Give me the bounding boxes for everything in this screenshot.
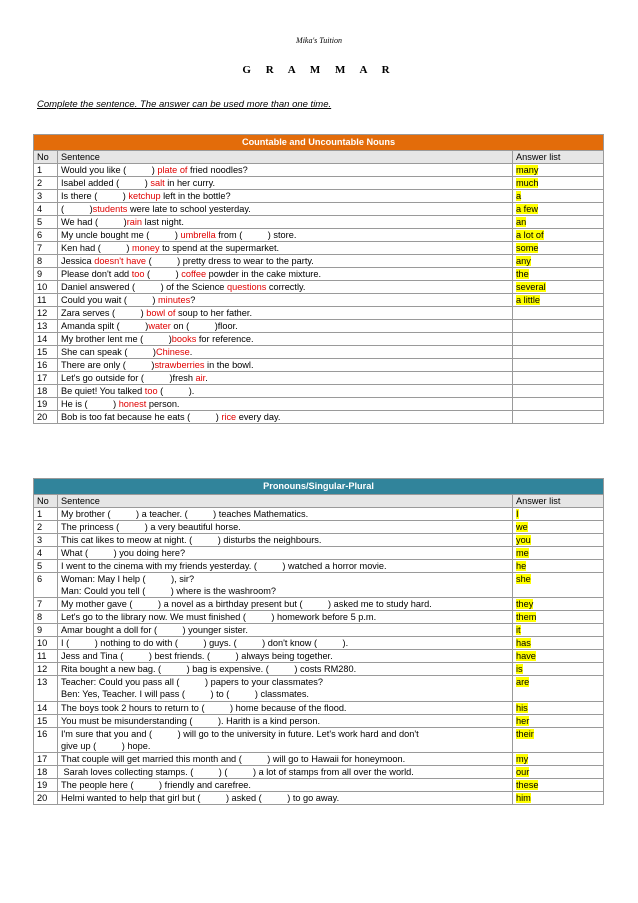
answer-cell	[512, 611, 603, 624]
table-row	[34, 611, 604, 624]
sentence-text: in the bowl.	[204, 360, 254, 370]
table-row	[34, 203, 604, 216]
sentence-line: The people here ( ) friendly and carefree.	[61, 780, 251, 791]
table-row	[34, 216, 604, 229]
sentence-text: Daniel answered ( ) of the Science	[61, 282, 227, 292]
sentence-cell	[58, 637, 513, 650]
answer-cell	[513, 229, 604, 242]
row-number: 17	[34, 372, 58, 385]
answer-cell	[513, 203, 604, 216]
sentence-cell	[58, 560, 513, 573]
row-number: 14	[34, 333, 58, 346]
answer-option: our	[515, 767, 530, 778]
target-noun: salt	[150, 178, 165, 188]
answer-option: are	[515, 677, 530, 688]
table-row	[34, 598, 604, 611]
sentence-text: Could you wait ( )	[61, 295, 159, 305]
row-number: 19	[34, 779, 58, 792]
sentence-line: You must be misunderstanding ( ). Harith is a kind person.	[61, 715, 321, 726]
table-row	[34, 372, 604, 385]
answer-cell	[513, 281, 604, 294]
row-number: 16	[34, 359, 58, 372]
answer-option: an	[516, 217, 527, 227]
answer-option: I	[515, 509, 519, 519]
sentence-line: The princess ( ) a very beautiful horse.	[61, 522, 241, 532]
sentence-cell	[58, 508, 513, 521]
answer-option: me	[515, 548, 529, 558]
sentence-line: I'm sure that you and ( ) will go to the university in future. Let's work hard and don't	[61, 728, 419, 739]
sentence-line: Man: Could you tell ( ) where is the washroom?	[61, 586, 276, 596]
target-noun: rice	[221, 412, 237, 422]
answer-cell	[513, 177, 604, 190]
sentence-cell	[58, 190, 513, 203]
sentence-line: Sarah loves collecting stamps. ( ) ( ) a lot of stamps from all over the world.	[61, 767, 414, 778]
answer-option: him	[515, 793, 531, 804]
answer-option: a	[516, 191, 522, 201]
sentence-line: give up ( ) hope.	[61, 740, 151, 751]
row-number: 17	[34, 753, 58, 766]
row-number: 6	[34, 573, 58, 598]
target-noun: ketchup	[128, 191, 161, 201]
table-row	[34, 637, 604, 650]
sentence-cell	[58, 320, 513, 333]
answer-cell	[512, 753, 603, 766]
row-number: 8	[34, 611, 58, 624]
row-number: 10	[34, 637, 58, 650]
target-noun: books	[171, 334, 197, 344]
table-row	[34, 268, 604, 281]
answer-cell	[512, 521, 603, 534]
answer-cell	[513, 242, 604, 255]
sentence-cell	[58, 411, 513, 424]
sentence-text: Ken had ( )	[61, 243, 132, 253]
table-row	[34, 177, 604, 190]
answer-cell	[513, 411, 604, 424]
row-number: 5	[34, 560, 58, 573]
row-number: 1	[34, 508, 58, 521]
sentence-cell	[58, 753, 513, 766]
row-number: 9	[34, 268, 58, 281]
sentence-line: The boys took 2 hours to return to ( ) home because of the flood.	[61, 702, 347, 713]
row-number: 12	[34, 307, 58, 320]
sentence-cell	[58, 663, 513, 676]
sentence-text: soup to her father.	[175, 308, 253, 318]
table-row	[34, 294, 604, 307]
sentence-text: ?	[190, 295, 196, 305]
sentence-cell	[58, 534, 513, 547]
answer-option: these	[515, 780, 539, 791]
answer-option: you	[515, 535, 531, 545]
sentence-text: Would you like ( )	[61, 165, 158, 175]
table-row	[34, 398, 604, 411]
table-row	[34, 411, 604, 424]
sentence-cell	[58, 281, 513, 294]
sentence-text: There are only ( )	[61, 360, 155, 370]
sentence-cell	[58, 268, 513, 281]
answer-cell	[512, 624, 603, 637]
answer-option: her	[515, 715, 530, 726]
sentence-cell	[58, 701, 513, 714]
target-noun: air	[195, 373, 206, 383]
table-row	[34, 307, 604, 320]
sentence-text: were late to school yesterday.	[127, 204, 251, 214]
tuition-header: Mika's Tuition	[296, 36, 342, 45]
answer-cell	[513, 346, 604, 359]
sentence-line: Amar bought a doll for ( ) younger sister.	[61, 625, 248, 636]
answer-cell	[512, 714, 603, 727]
answer-cell	[513, 268, 604, 281]
target-noun: questions	[226, 282, 267, 292]
target-noun: minutes	[158, 295, 191, 305]
answer-option: some	[516, 243, 539, 253]
row-number: 2	[34, 521, 58, 534]
answer-cell	[512, 534, 603, 547]
target-noun: Chinese	[155, 347, 190, 357]
col-sentence-header: Sentence	[58, 495, 513, 508]
answer-option: is	[515, 664, 523, 675]
table-row	[34, 650, 604, 663]
target-noun: strawberries	[154, 360, 205, 370]
sentence-line: Let's go to the library now. We must finished ( ) homework before 5 p.m.	[61, 612, 377, 623]
table-row	[34, 779, 604, 792]
sentence-text: fried noodles?	[187, 165, 248, 175]
sentence-text: .	[205, 373, 208, 383]
row-number: 15	[34, 346, 58, 359]
table-row	[34, 573, 604, 598]
sentence-text: Isabel added ( )	[61, 178, 151, 188]
sentence-line: Teacher: Could you pass all ( ) papers to your classmates?	[61, 677, 323, 688]
sentence-cell	[58, 385, 513, 398]
row-number: 14	[34, 701, 58, 714]
sentence-text: ( ) pretty dress to wear to the party.	[146, 256, 314, 266]
table-row	[34, 766, 604, 779]
answer-cell	[513, 294, 604, 307]
sentence-cell	[58, 650, 513, 663]
sentence-text: correctly.	[266, 282, 306, 292]
sentence-text: .	[189, 347, 193, 357]
answer-cell	[512, 508, 603, 521]
answer-cell	[512, 701, 603, 714]
answer-cell	[512, 598, 603, 611]
answer-option: a little	[516, 295, 541, 305]
col-answer-header: Answer list	[512, 495, 603, 508]
sentence-cell	[58, 177, 513, 190]
table-row	[34, 229, 604, 242]
row-number: 11	[34, 294, 58, 307]
answer-option: any	[516, 256, 531, 266]
sentence-line: Ben: Yes, Teacher. I will pass ( ) to ( ) classmates.	[61, 689, 309, 700]
sentence-text: Zara serves ( )	[61, 308, 147, 318]
sentence-line: I ( ) nothing to do with ( ) guys. ( ) don't know ( ).	[61, 638, 349, 649]
answer-option: a lot of	[516, 230, 544, 240]
sentence-cell	[58, 727, 513, 752]
table-row	[34, 164, 604, 177]
table-row	[34, 676, 604, 701]
sentence-cell	[58, 255, 513, 268]
target-noun: too	[131, 269, 145, 279]
answer-cell	[513, 359, 604, 372]
answer-cell	[512, 766, 603, 779]
sentence-line: That couple will get married this month and ( ) will go to Hawaii for honeymoon.	[61, 754, 406, 765]
sentence-line: Jess and Tina ( ) best friends. ( ) always being together.	[61, 651, 333, 662]
table-row	[34, 753, 604, 766]
sentence-line: Helmi wanted to help that girl but ( ) asked ( ) to go away.	[61, 793, 340, 804]
row-number: 12	[34, 663, 58, 676]
sentence-text: Be quiet! You talked	[61, 386, 145, 396]
row-number: 11	[34, 650, 58, 663]
pronouns-table-caption: Pronouns/Singular-Plural	[34, 479, 604, 495]
sentence-cell	[58, 611, 513, 624]
answer-option: them	[515, 612, 537, 623]
table-row	[34, 508, 604, 521]
answer-cell	[512, 792, 603, 805]
sentence-text: ( ).	[157, 386, 195, 396]
sentence-cell	[58, 714, 513, 727]
answer-cell	[513, 398, 604, 411]
sentence-text: every day.	[236, 412, 281, 422]
row-number: 10	[34, 281, 58, 294]
row-number: 8	[34, 255, 58, 268]
table-row	[34, 242, 604, 255]
answer-option: have	[515, 651, 536, 662]
target-noun: doesn't have	[94, 256, 147, 266]
answer-option: my	[515, 754, 529, 765]
table-row	[34, 346, 604, 359]
table-row	[34, 385, 604, 398]
row-number: 20	[34, 411, 58, 424]
row-number: 13	[34, 676, 58, 701]
answer-cell	[513, 372, 604, 385]
target-noun: honest	[118, 399, 147, 409]
answer-option: she	[515, 574, 531, 584]
answer-cell	[512, 650, 603, 663]
target-noun: plate of	[157, 165, 188, 175]
row-number: 3	[34, 534, 58, 547]
answer-option: much	[516, 178, 539, 188]
table-row	[34, 547, 604, 560]
answer-cell	[512, 547, 603, 560]
answer-cell	[513, 190, 604, 203]
col-no-header: No	[34, 151, 58, 164]
sentence-cell	[58, 676, 513, 701]
page-title: G R A M M A R	[242, 64, 396, 76]
col-no-header: No	[34, 495, 58, 508]
row-number: 3	[34, 190, 58, 203]
answer-cell	[513, 307, 604, 320]
row-number: 9	[34, 624, 58, 637]
sentence-cell	[58, 766, 513, 779]
answer-option: his	[515, 702, 528, 713]
row-number: 5	[34, 216, 58, 229]
nouns-table	[33, 134, 604, 424]
answer-option: we	[515, 522, 528, 532]
sentence-text: person.	[146, 399, 180, 409]
row-number: 4	[34, 203, 58, 216]
table-row	[34, 333, 604, 346]
row-number: 18	[34, 385, 58, 398]
table-row	[34, 663, 604, 676]
target-noun: bowl of	[146, 308, 176, 318]
col-sentence-header: Sentence	[58, 151, 513, 164]
sentence-text: ( )	[61, 204, 93, 214]
table-row	[34, 255, 604, 268]
sentence-text: We had ( )	[61, 217, 127, 227]
target-noun: water	[148, 321, 171, 331]
sentence-text: left in the bottle?	[160, 191, 231, 201]
sentence-cell	[58, 203, 513, 216]
col-answer-header: Answer list	[513, 151, 604, 164]
table-row	[34, 701, 604, 714]
target-noun: rain	[126, 217, 143, 227]
target-noun: coffee	[181, 269, 207, 279]
sentence-cell	[58, 346, 513, 359]
table-row	[34, 281, 604, 294]
table-row	[34, 190, 604, 203]
table-row	[34, 624, 604, 637]
table-row	[34, 560, 604, 573]
row-number: 13	[34, 320, 58, 333]
sentence-cell	[58, 779, 513, 792]
sentence-cell	[58, 242, 513, 255]
sentence-cell	[58, 624, 513, 637]
sentence-text: Please don't add	[61, 269, 132, 279]
sentence-cell	[58, 164, 513, 177]
sentence-cell	[58, 573, 513, 598]
answer-option: has	[515, 638, 531, 649]
sentence-cell	[58, 229, 513, 242]
sentence-text: Bob is too fat because he eats ( )	[61, 412, 222, 422]
sentence-text: Let's go outside for ( )fresh	[61, 373, 196, 383]
sentence-text: from ( ) store.	[215, 230, 297, 240]
row-number: 2	[34, 177, 58, 190]
row-number: 4	[34, 547, 58, 560]
answer-option: he	[515, 561, 527, 571]
target-noun: money	[131, 243, 160, 253]
instruction-text: Complete the sentence. The answer can be used more than one time.	[37, 99, 332, 110]
row-number: 6	[34, 229, 58, 242]
sentence-text: My brother lent me ( )	[61, 334, 172, 344]
table-row	[34, 534, 604, 547]
sentence-cell	[58, 307, 513, 320]
row-number: 1	[34, 164, 58, 177]
answer-option: their	[515, 728, 534, 739]
table-row	[34, 727, 604, 752]
sentence-text: He is ( )	[61, 399, 119, 409]
nouns-table-caption: Countable and Uncountable Nouns	[34, 135, 604, 151]
sentence-text: Jessica	[61, 256, 95, 266]
table-row	[34, 714, 604, 727]
sentence-cell	[58, 216, 513, 229]
answer-cell	[512, 663, 603, 676]
sentence-text: She can speak ( )	[61, 347, 156, 357]
row-number: 7	[34, 242, 58, 255]
answer-option: they	[515, 599, 534, 610]
sentence-cell	[58, 598, 513, 611]
sentence-cell	[58, 521, 513, 534]
answer-option: several	[516, 282, 546, 292]
table-row	[34, 320, 604, 333]
answer-cell	[513, 255, 604, 268]
answer-option: it	[515, 625, 521, 636]
sentence-text: ( )	[144, 269, 182, 279]
table-row	[34, 521, 604, 534]
row-number: 20	[34, 792, 58, 805]
sentence-text: Is there ( )	[61, 191, 129, 201]
sentence-cell	[58, 398, 513, 411]
sentence-line: What ( ) you doing here?	[61, 548, 186, 558]
answer-cell	[512, 676, 603, 701]
row-number: 16	[34, 727, 58, 752]
row-number: 19	[34, 398, 58, 411]
sentence-line: My mother gave ( ) a novel as a birthday present but ( ) asked me to study hard.	[61, 599, 432, 610]
sentence-cell	[58, 294, 513, 307]
answer-cell	[513, 164, 604, 177]
sentence-line: This cat likes to meow at night. ( ) disturbs the neighbours.	[61, 535, 322, 545]
sentence-text: Amanda spilt ( )	[61, 321, 149, 331]
sentence-cell	[58, 372, 513, 385]
sentence-text: to spend at the supermarket.	[159, 243, 280, 253]
sentence-line: Rita bought a new bag. ( ) bag is expensive. ( ) costs RM280.	[61, 664, 357, 675]
table-row	[34, 792, 604, 805]
answer-option: many	[516, 165, 539, 175]
row-number: 7	[34, 598, 58, 611]
sentence-line: Woman: May I help ( ), sir?	[61, 574, 195, 584]
sentence-line: I went to the cinema with my friends yesterday. ( ) watched a horror movie.	[61, 561, 387, 571]
answer-cell	[512, 560, 603, 573]
table-row	[34, 359, 604, 372]
answer-cell	[513, 333, 604, 346]
answer-cell	[512, 779, 603, 792]
sentence-cell	[58, 547, 513, 560]
answer-cell	[513, 385, 604, 398]
sentence-line: My brother ( ) a teacher. ( ) teaches Mathematics.	[61, 509, 309, 519]
answer-cell	[513, 320, 604, 333]
answer-cell	[512, 573, 603, 598]
sentence-text: My uncle bought me ( )	[61, 230, 181, 240]
target-noun: too	[144, 386, 158, 396]
sentence-cell	[58, 792, 513, 805]
sentence-text: in her curry.	[164, 178, 216, 188]
sentence-cell	[58, 333, 513, 346]
answer-cell	[512, 727, 603, 752]
row-number: 15	[34, 714, 58, 727]
row-number: 18	[34, 766, 58, 779]
target-noun: umbrella	[180, 230, 216, 240]
answer-option: the	[516, 269, 529, 279]
sentence-text: for reference.	[196, 334, 254, 344]
pronouns-table	[33, 478, 604, 805]
answer-cell	[512, 637, 603, 650]
target-noun: students	[92, 204, 128, 214]
answer-cell	[513, 216, 604, 229]
answer-option: a few	[516, 204, 538, 214]
sentence-cell	[58, 359, 513, 372]
sentence-text: last night.	[142, 217, 184, 227]
sentence-text: on ( )floor.	[170, 321, 238, 331]
sentence-text: powder in the cake mixture.	[206, 269, 322, 279]
